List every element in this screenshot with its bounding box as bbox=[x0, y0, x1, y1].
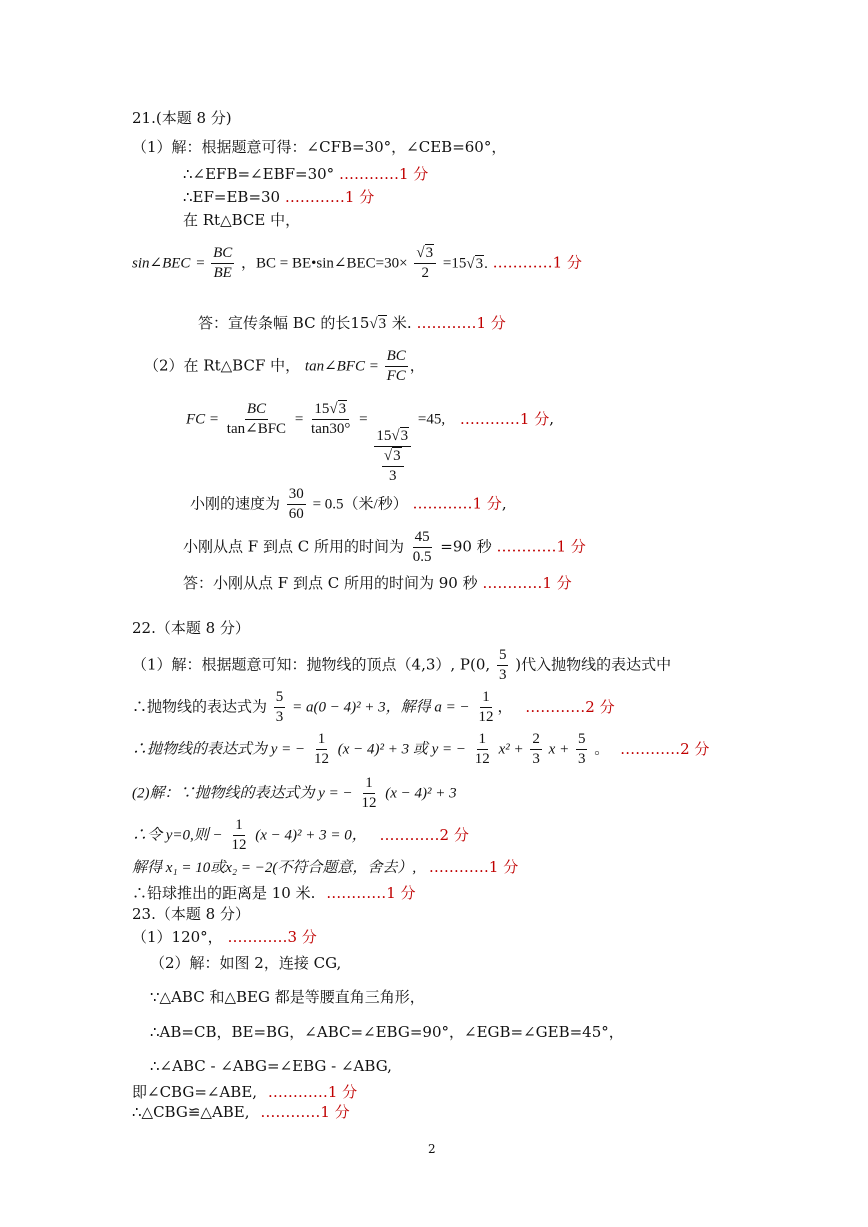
score-mark: …………2 分 bbox=[620, 739, 710, 758]
score-mark: …………1 分 bbox=[284, 188, 375, 206]
score-mark: …………1 分 bbox=[496, 537, 586, 556]
q21-efb-text: ∴∠EFB=∠EBF=30° bbox=[183, 165, 335, 183]
q21-title: 21.(本题 8 分) bbox=[132, 109, 232, 127]
q23-line5: ∴∠ABC - ∠ABG=∠EBG - ∠ABG, bbox=[150, 1057, 392, 1075]
page-number: 2 bbox=[428, 1142, 436, 1156]
fraction-30-60: $\frac{30}{60}$ bbox=[288, 486, 304, 522]
score-mark: …………1 分 bbox=[416, 314, 506, 332]
bc-expression: ，BC = BE•sin∠BEC=30× bbox=[241, 255, 408, 272]
fraction-5-3: $\frac{5}{3}$ bbox=[498, 647, 507, 683]
score-mark: …………1 分 bbox=[267, 1083, 358, 1101]
q22-line1: ∴抛物线的表达式为 $\frac{5}{3}$ = a(0 − 4)² + 3，解得 a = − $\frac{1}{12}$ ， …………2 分 bbox=[132, 689, 615, 725]
q23-title: 23.（本题 8 分） bbox=[132, 905, 250, 923]
sin-bec: sin∠BEC bbox=[132, 255, 191, 272]
score-mark: …………1 分 bbox=[492, 253, 582, 272]
score-mark: …………1 分 bbox=[428, 858, 519, 876]
q21-answer1: 答：宣传条幅 BC 的长15√3 米. …………1 分 bbox=[198, 314, 506, 332]
fraction-bc-be: $\frac{BC}{BE}$ bbox=[213, 245, 233, 281]
q23-line1: （1）120°， …………3 分 bbox=[132, 928, 317, 946]
q21-part1-intro: （1）解：根据题意可得：∠CFB=30°，∠CEB=60°， bbox=[132, 138, 507, 156]
fraction-45-05: $\frac{45}{0.5}$ bbox=[412, 529, 432, 565]
score-mark: …………1 分 bbox=[459, 409, 550, 428]
q22-title: 22.（本题 8 分） bbox=[132, 619, 250, 637]
score-mark: …………1 分 bbox=[260, 1103, 350, 1121]
score-mark: …………1 分 bbox=[338, 165, 429, 183]
q21-line-rt: 在 Rt△BCE 中， bbox=[183, 211, 301, 229]
q21-speed: 小刚的速度为 $\frac{30}{60}$ = 0.5（米/秒） …………1 分, bbox=[190, 486, 507, 522]
q21-ef-text: ∴EF=EB=30 bbox=[183, 188, 281, 206]
fraction-bc-tan: $\frac{BC}{\text{tan∠BFC}}$ bbox=[226, 401, 287, 437]
score-mark: …………3 分 bbox=[227, 928, 317, 946]
score-mark: …………2 分 bbox=[379, 825, 469, 844]
fraction-bc-fc: $\frac{BC}{FC}$ bbox=[386, 348, 406, 384]
q21-answer2: 答：小刚从点 F 到点 C 所用的时间为 90 秒 …………1 分 bbox=[183, 574, 572, 592]
q23-line3: ∵△ABC 和△BEG 都是等腰直角三角形， bbox=[150, 988, 425, 1006]
fraction-15sqrt3-tan30: $\frac{15√3}{\tan 30^\circ}$ bbox=[311, 401, 351, 437]
q21-line-ef bbox=[183, 190, 374, 205]
q22-part1-intro: （1）解：根据题意可知：抛物线的顶点（4,3）, P(0, $\frac{5}{3}$ )代入抛物线的表达式中 bbox=[132, 647, 672, 683]
q21-line-efb bbox=[183, 167, 428, 182]
q23-line6: 即∠CBG=∠ABE, …………1 分 bbox=[132, 1083, 358, 1101]
q21-fc-equation: FC = $\frac{BC}{\text{tan∠BFC}}$ = $\frac{15√3}{\tan 30^\circ}$ = $\frac{15√3}{\frac{√3}{3}}$ =45, …………1 分, bbox=[186, 401, 555, 484]
q21-part2-intro: （2）在 Rt△BCF 中， tan∠BFC = $\frac{BC}{FC}$ ， bbox=[144, 348, 425, 384]
q22-line3: ∴令 y=0,则 − $\frac{1}{12}$ (x − 4)² + 3 = 0， …………2 分 bbox=[132, 817, 469, 853]
score-mark: …………1 分 bbox=[412, 494, 502, 513]
q22-part2: (2)解：∵抛物线的表达式为 y = − $\frac{1}{12}$ (x − 4)² + 3 bbox=[132, 775, 457, 811]
q22-line2: ∴抛物线的表达式为 y = − $\frac{1}{12}$ (x − 4)² + 3 或 y = − $\frac{1}{12}$ x² + $\frac{2}{3}$ x + $\frac{5}{3}$ 。 …………2 分 bbox=[132, 731, 710, 767]
score-mark: …………1 分 bbox=[482, 574, 572, 592]
q21-sin-equation: sin∠BEC = $\frac{BC}{BE}$ ，BC = BE•sin∠BEC=30× $\frac{√3}{2}$ =15√3. …………1 分 bbox=[132, 245, 582, 281]
q22-line4: 解得 x₁ = 10或x₂ = −2(不符合题意，舍去）, …………1 分 bbox=[132, 858, 519, 876]
q23-line7: ∴△CBG≌△ABE, …………1 分 bbox=[132, 1103, 350, 1121]
score-mark: …………2 分 bbox=[525, 697, 615, 716]
q22-line5: ∴铅球推出的距离是 10 米. …………1 分 bbox=[132, 884, 416, 902]
fraction-sqrt3-2: $\frac{√3}{2}$ bbox=[414, 246, 436, 281]
q21-time: 小刚从点 F 到点 C 所用的时间为 $\frac{45}{0.5}$ =90 秒 …………1 分 bbox=[183, 529, 586, 565]
q23-line2: （2）解：如图 2，连接 CG, bbox=[150, 954, 342, 972]
score-mark: …………1 分 bbox=[326, 884, 416, 902]
q23-line4: ∴AB=CB，BE=BG，∠ABC=∠EBG=90°，∠EGB=∠GEB=45°， bbox=[150, 1023, 624, 1041]
fraction-15sqrt3-sqrt3-3: $\frac{15√3}{\frac{√3}{3}}$ bbox=[374, 429, 411, 484]
